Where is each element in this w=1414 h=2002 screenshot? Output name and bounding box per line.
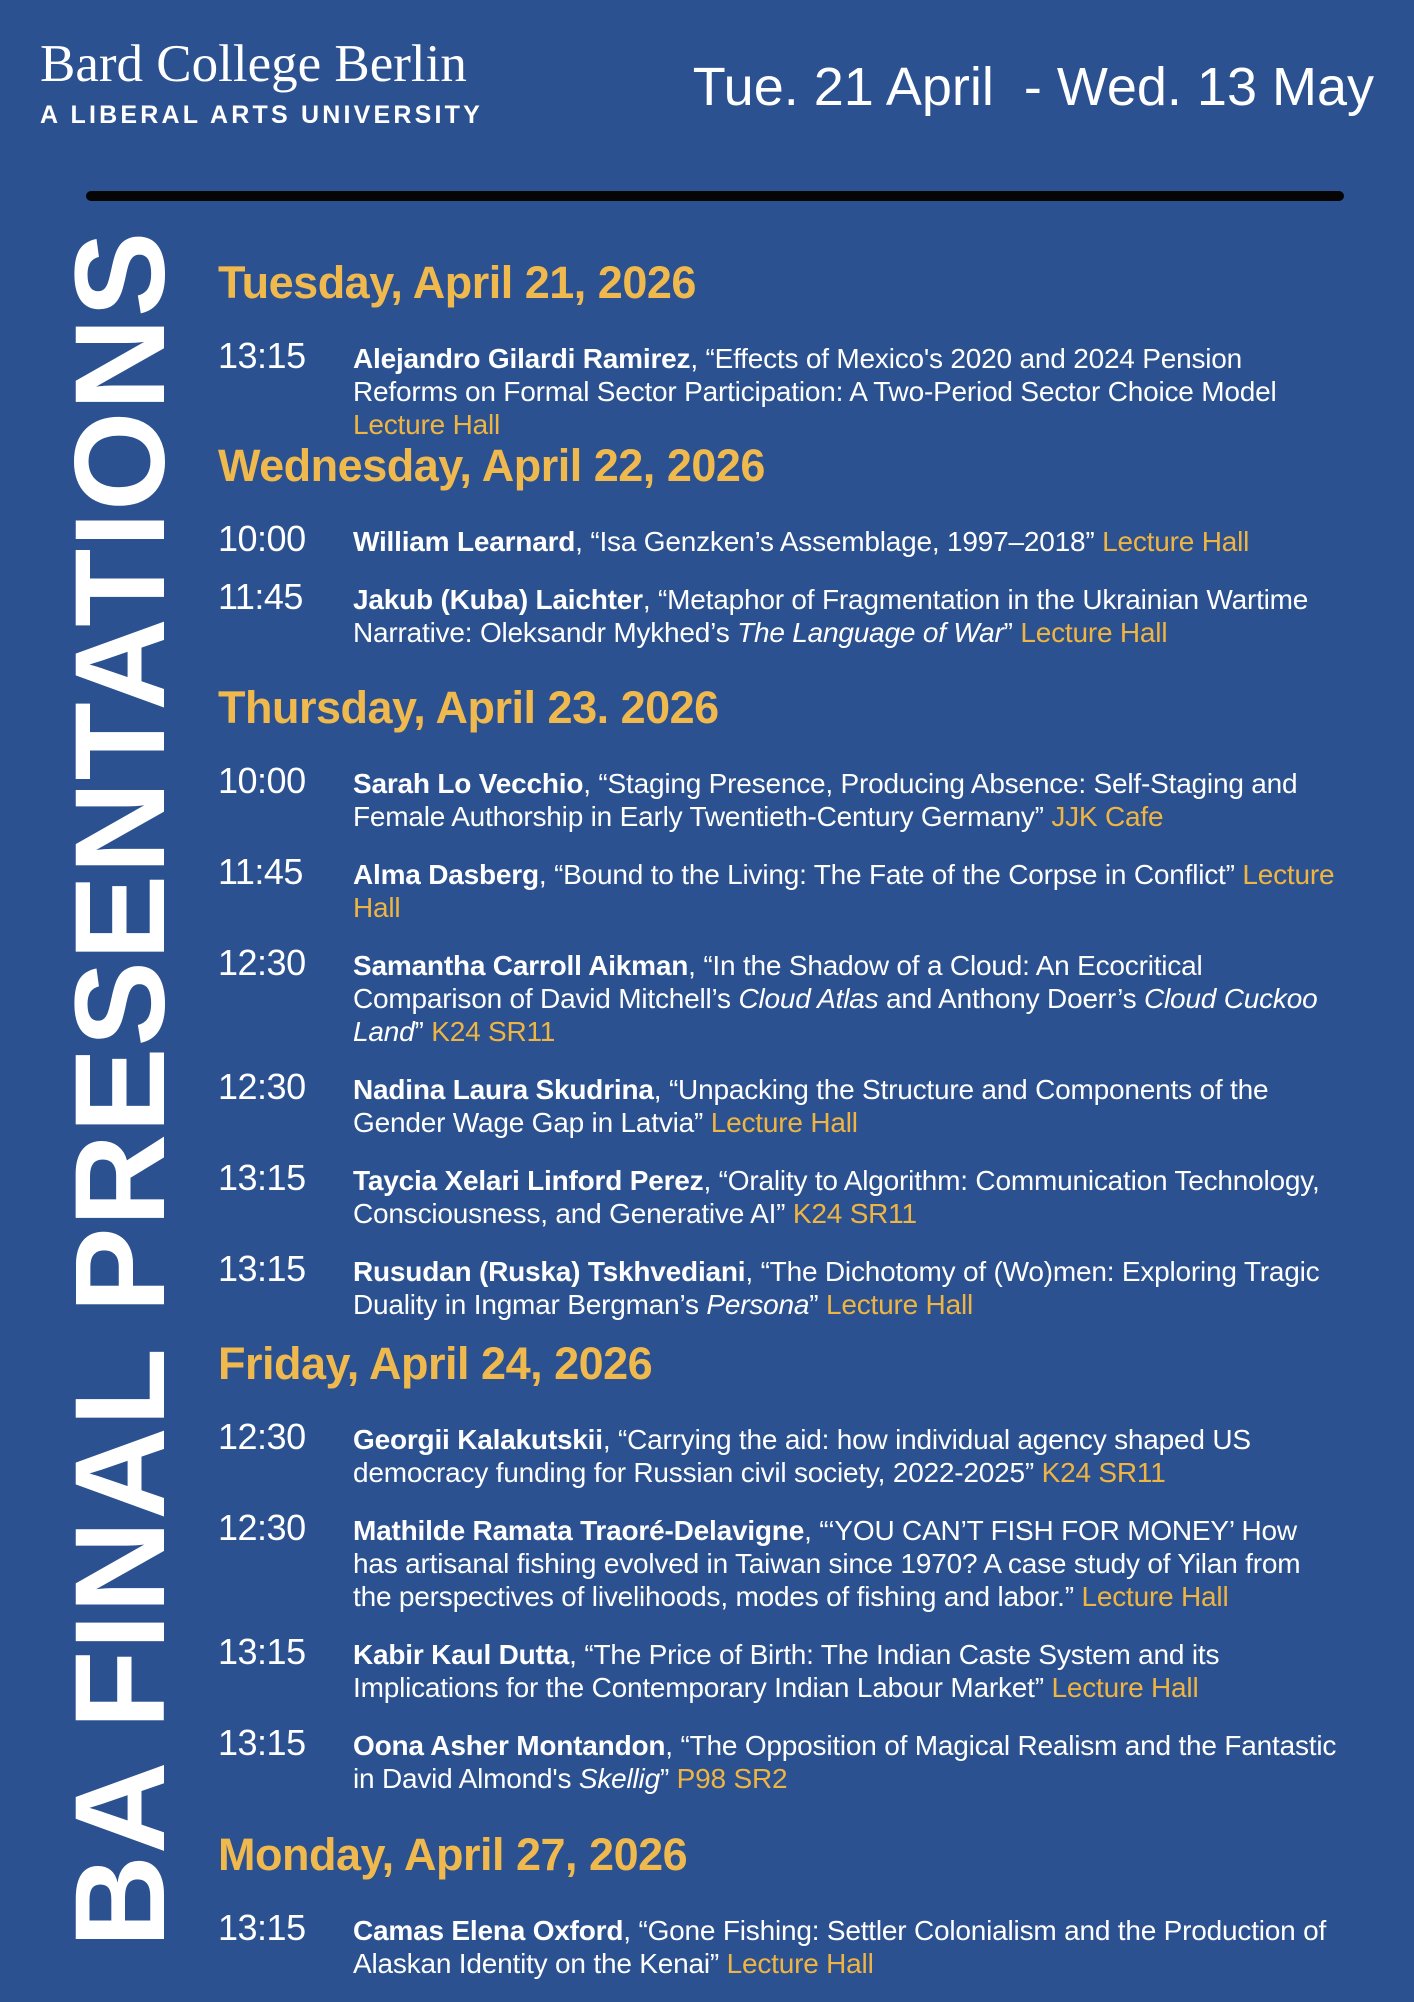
day-header: Monday, April 27, 2026 <box>218 1829 688 1880</box>
schedule <box>218 0 1345 2000</box>
entry-location: Lecture Hall <box>710 1107 858 1138</box>
title-segment: ” <box>414 1016 432 1047</box>
entry-text <box>353 1255 1345 1321</box>
presenter-name: Kabir Kaul Dutta <box>353 1639 570 1670</box>
title-segment: “Gone Fishing: Settler Colonialism and the Production of Alaskan Identity on the Kenai” <box>353 1915 1327 1979</box>
entry-text <box>353 767 1345 833</box>
presentation-entry <box>218 1248 1345 1321</box>
title-segment: ” <box>1003 617 1021 648</box>
title-segment: “Metaphor of Fragmentation in the Ukrainian Wartime Narrative: Oleksandr Mykhed’s <box>353 584 1309 648</box>
entry-text <box>353 1729 1345 1795</box>
college-logo-title: Bard College Berlin <box>40 35 467 93</box>
name-title-separator: , <box>804 1515 820 1546</box>
presenter-name: Nadina Laura Skudrina <box>353 1074 654 1105</box>
entry-time: 11:45 <box>218 851 303 892</box>
entry-text <box>353 1638 1345 1704</box>
entry-text <box>353 525 1345 558</box>
entry-text <box>353 1514 1345 1613</box>
day-section <box>218 1829 1345 2002</box>
entry-time: 12:30 <box>218 1507 306 1548</box>
title-segment: “Bound to the Living: The Fate of the Corpse in Conflict” <box>554 859 1243 890</box>
name-title-separator: , <box>703 1165 719 1196</box>
presentation-entry <box>218 851 1345 924</box>
entry-time: 13:15 <box>218 1631 306 1672</box>
day-header: Wednesday, April 22, 2026 <box>218 440 765 491</box>
presenter-name: Alejandro Gilardi Ramirez <box>353 343 691 374</box>
title-segment: ” <box>659 1763 677 1794</box>
presenter-name: Mathilde Ramata Traoré-Delavigne <box>353 1515 805 1546</box>
presentation-entry <box>218 1157 1345 1230</box>
title-segment: “Isa Genzken’s Assemblage, 1997–2018” <box>590 526 1103 557</box>
name-title-separator: , <box>688 950 704 981</box>
title-segment: “Effects of Mexico's 2020 and 2024 Pension Reforms on Formal Sector Participation: A Two-Period Sector Choice Model <box>353 343 1277 407</box>
presenter-name: Sarah Lo Vecchio <box>353 768 584 799</box>
name-title-separator: , <box>690 343 706 374</box>
presenter-name: Georgii Kalakutskii <box>353 1424 603 1455</box>
entry-location: Lecture Hall <box>353 409 501 440</box>
presentation-entry <box>218 335 1345 441</box>
name-title-separator: , <box>575 526 591 557</box>
presentation-entry <box>218 942 1345 1048</box>
entry-text <box>353 1423 1345 1489</box>
name-title-separator: , <box>623 1915 639 1946</box>
name-title-separator: , <box>583 768 599 799</box>
title-work-italic: Cloud Cuckoo Land <box>353 983 1318 1047</box>
presenter-name: Oona Asher Montandon <box>353 1730 666 1761</box>
title-work-italic: Persona <box>706 1289 810 1320</box>
entry-time: 13:15 <box>218 1722 306 1763</box>
title-segment: “Orality to Algorithm: Communication Technology, Consciousness, and Generative AI” <box>353 1165 1320 1229</box>
presenter-name: Alma Dasberg <box>353 859 539 890</box>
name-title-separator: , <box>745 1256 761 1287</box>
day-section <box>218 1338 1345 1817</box>
entry-text <box>353 858 1345 924</box>
title-segment: and Anthony Doerr’s <box>878 983 1144 1014</box>
title-segment: “In the Shadow of a Cloud: An Ecocritical Comparison of David Mitchell’s <box>353 950 1203 1014</box>
entry-time: 11:45 <box>218 576 303 617</box>
presentation-entry <box>218 1631 1345 1704</box>
title-work-italic: Skellig <box>578 1763 660 1794</box>
title-segment: “The Opposition of Magical Realism and the Fantastic in David Almond's <box>353 1730 1337 1794</box>
day-header: Thursday, April 23. 2026 <box>218 682 719 733</box>
entry-time: 12:30 <box>218 1416 306 1457</box>
entry-location: JJK Cafe <box>1051 801 1164 832</box>
entry-location: K24 SR11 <box>1041 1457 1166 1488</box>
entry-location: K24 SR11 <box>792 1198 917 1229</box>
presentation-entry <box>218 760 1345 833</box>
title-segment: “The Dichotomy of (Wo)men: Exploring Tragic Duality in Ingmar Bergman’s <box>353 1256 1320 1320</box>
entry-location: Lecture Hall <box>1020 617 1168 648</box>
entry-location: Lecture Hall <box>726 1948 874 1979</box>
title-segment: “Unpacking the Structure and Components of the Gender Wage Gap in Latvia” <box>353 1074 1269 1138</box>
name-title-separator: , <box>538 859 555 890</box>
entry-text <box>353 1914 1345 1980</box>
name-title-separator: , <box>665 1730 681 1761</box>
presentation-entry <box>218 1416 1345 1489</box>
entry-time: 10:00 <box>218 760 306 801</box>
name-title-separator: , <box>653 1074 669 1105</box>
presentation-entry <box>218 576 1345 649</box>
name-title-separator: , <box>569 1639 585 1670</box>
title-work-italic: The Language of War <box>737 617 1004 648</box>
presenter-name: Jakub (Kuba) Laichter <box>353 584 643 615</box>
presenter-name: Taycia Xelari Linford Perez <box>353 1165 704 1196</box>
entry-time: 13:15 <box>218 335 306 376</box>
entry-time: 13:15 <box>218 1157 306 1198</box>
title-segment: “‘YOU CAN’T FISH FOR MONEY’ How has artisanal fishing evolved in Taiwan since 1970? A case study of Yilan from the perspectives of livelihoods, modes of fishing and labor.” <box>353 1515 1301 1612</box>
entry-location: Lecture Hall <box>825 1289 973 1320</box>
day-section <box>218 440 1345 671</box>
entry-location: Lecture Hall <box>1051 1672 1199 1703</box>
presenter-name: Rusudan (Ruska) Tskhvediani <box>353 1256 746 1287</box>
entry-time: 10:00 <box>218 518 306 559</box>
entry-text <box>353 1164 1345 1230</box>
day-section <box>218 257 1345 463</box>
entry-time: 12:30 <box>218 942 306 983</box>
title-segment: ” <box>809 1289 826 1320</box>
entry-location: Lecture Hall <box>1081 1581 1229 1612</box>
day-header: Tuesday, April 21, 2026 <box>218 257 696 308</box>
entry-time: 12:30 <box>218 1066 306 1107</box>
vertical-poster-title: BA FINAL PRESENTATIONS <box>49 230 192 1948</box>
presenter-name: Samantha Carroll Aikman <box>353 950 689 981</box>
entry-text <box>353 1073 1345 1139</box>
presenter-name: William Learnard <box>353 526 576 557</box>
name-title-separator: , <box>602 1424 619 1455</box>
college-logo-subtitle: A LIBERAL ARTS UNIVERSITY <box>40 101 483 129</box>
entry-location: Lecture Hall <box>353 859 1335 923</box>
title-segment: “Carrying the aid: how individual agency shaped US democracy funding for Russian civil society, 2022-2025” <box>353 1424 1251 1488</box>
presentation-entry <box>218 1907 1345 1980</box>
title-segment: “The Price of Birth: The Indian Caste System and its Implications for the Contemporary Indian Labour Market” <box>353 1639 1220 1703</box>
entry-location: K24 SR11 <box>431 1016 556 1047</box>
entry-location: Lecture Hall <box>1102 526 1250 557</box>
presentation-entry <box>218 1722 1345 1795</box>
event-date-range: Tue. 21 April - Wed. 13 May <box>692 57 1374 117</box>
entry-text <box>353 583 1345 649</box>
entry-time: 13:15 <box>218 1907 306 1948</box>
day-header: Friday, April 24, 2026 <box>218 1338 653 1389</box>
day-section <box>218 682 1345 1343</box>
presentation-entry <box>218 1507 1345 1613</box>
entry-time: 13:15 <box>218 1248 306 1289</box>
presenter-name: Camas Elena Oxford <box>353 1915 624 1946</box>
name-title-separator: , <box>642 584 659 615</box>
entry-location: P98 SR2 <box>676 1763 788 1794</box>
presentation-title <box>590 526 1102 557</box>
presentation-entry <box>218 1066 1345 1139</box>
entry-text <box>353 342 1345 441</box>
title-work-italic: Cloud Atlas <box>738 983 879 1014</box>
presentation-title <box>554 859 1242 890</box>
presentation-entry <box>218 518 1345 559</box>
title-segment: “Staging Presence, Producing Absence: Self-Staging and Female Authorship in Early Twentieth-Century Germany” <box>353 768 1298 832</box>
entry-text <box>353 949 1345 1048</box>
